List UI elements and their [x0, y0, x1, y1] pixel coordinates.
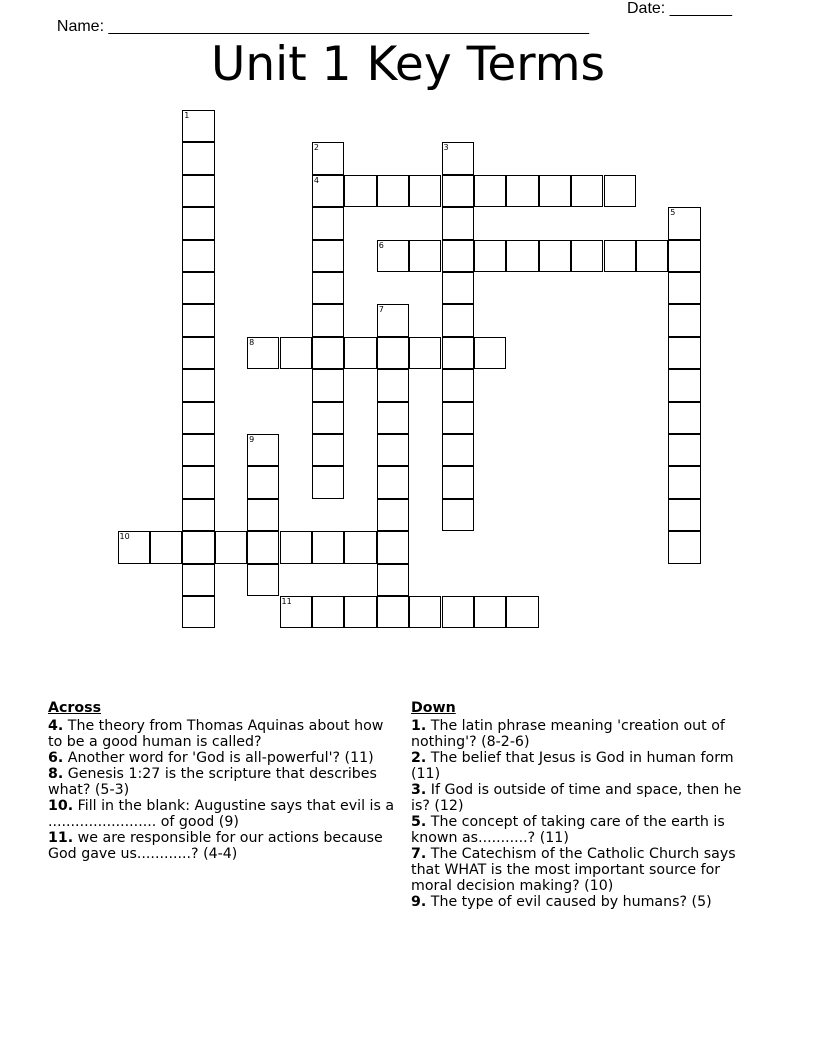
crossword-cell[interactable] [442, 272, 474, 304]
crossword-cell[interactable] [668, 402, 700, 434]
crossword-cell[interactable] [442, 304, 474, 336]
down-clue [411, 814, 761, 846]
crossword-cell[interactable] [604, 240, 636, 272]
crossword-cell[interactable] [636, 240, 668, 272]
crossword-cell[interactable] [442, 466, 474, 498]
crossword-cell[interactable] [182, 369, 214, 401]
clue-number: 1 [184, 111, 190, 120]
crossword-cell[interactable] [539, 175, 571, 207]
clue-number: 2. [411, 750, 427, 766]
crossword-cell[interactable] [280, 596, 312, 628]
crossword-cell[interactable] [442, 596, 474, 628]
crossword-cell[interactable] [118, 531, 150, 563]
crossword-cell[interactable] [182, 531, 214, 563]
name-field-label: Name: ______________________________________________________ [56, 18, 589, 35]
crossword-cell[interactable] [312, 272, 344, 304]
crossword-cell[interactable] [312, 240, 344, 272]
crossword-cell[interactable] [312, 175, 344, 207]
crossword-cell[interactable] [312, 402, 344, 434]
crossword-cell[interactable] [377, 564, 409, 596]
clue-number: 3. [411, 782, 427, 798]
down-clue [411, 718, 761, 750]
crossword-cell[interactable] [442, 240, 474, 272]
crossword-cell[interactable] [442, 337, 474, 369]
crossword-cell[interactable] [668, 434, 700, 466]
clue-number: 10 [119, 532, 130, 542]
crossword-cell[interactable] [182, 272, 214, 304]
crossword-cell[interactable] [182, 304, 214, 336]
clue-number: 8 [249, 337, 255, 347]
page-title: Unit 1 Key Terms [210, 37, 605, 92]
crossword-cell[interactable] [312, 337, 344, 369]
crossword-cell[interactable] [312, 531, 344, 563]
crossword-cell[interactable] [182, 434, 214, 466]
clue-text: The theory from Thomas Aquinas about how to be a good human is called? [48, 718, 384, 750]
clue-number: 11 [281, 597, 292, 606]
clue-number: 10. [48, 798, 74, 814]
clue-text: we are responsible for our actions because God gave us............? (4-4) [48, 830, 383, 862]
crossword-cell[interactable] [571, 175, 603, 207]
clue-number: 1. [411, 718, 427, 734]
clue-text: The Catechism of the Catholic Church says that WHAT is the most important source for moral decision making? (10) [411, 846, 736, 894]
crossword-cell[interactable] [312, 369, 344, 401]
crossword-cell[interactable] [668, 531, 700, 563]
crossword-cell[interactable] [668, 304, 700, 336]
crossword-cell[interactable] [474, 337, 506, 369]
clue-number: 5 [670, 208, 676, 218]
down-clue [411, 894, 761, 910]
clue-text: The type of evil caused by humans? (5) [430, 894, 712, 910]
clue-text: The latin phrase meaning 'creation out of nothing'? (8-2-6) [411, 718, 725, 750]
clue-number: 4 [313, 175, 319, 185]
down-clue [411, 782, 761, 814]
crossword-cell[interactable] [377, 369, 409, 401]
clue-number: 7. [411, 846, 427, 862]
crossword-cell[interactable] [442, 175, 474, 207]
crossword-cell[interactable] [182, 337, 214, 369]
crossword-cell[interactable] [668, 272, 700, 304]
crossword-cell[interactable] [182, 596, 214, 628]
crossword-cell[interactable] [312, 142, 344, 174]
crossword-cell[interactable] [215, 531, 247, 563]
across-clue [48, 830, 398, 862]
clue-number: 6. [48, 750, 64, 766]
crossword-cell[interactable] [442, 369, 474, 401]
crossword-cell[interactable] [668, 499, 700, 531]
crossword-cell[interactable] [377, 596, 409, 628]
crossword-cell[interactable] [474, 596, 506, 628]
clue-number: 2 [313, 143, 319, 153]
across-clue [48, 750, 398, 766]
crossword-cell[interactable] [150, 531, 182, 563]
clue-number: 4. [48, 718, 64, 734]
clue-number: 6 [378, 240, 384, 250]
crossword-cell[interactable] [182, 564, 214, 596]
crossword-cell[interactable] [409, 337, 441, 369]
crossword-cell[interactable] [571, 240, 603, 272]
crossword-cell[interactable] [409, 175, 441, 207]
crossword-cell[interactable] [182, 207, 214, 239]
crossword-cell[interactable] [182, 110, 214, 142]
across-heading: Across [48, 700, 102, 716]
crossword-cell[interactable] [247, 499, 279, 531]
clue-number: 7 [378, 305, 384, 315]
clue-text: If God is outside of time and space, then he is? (12) [411, 782, 742, 814]
crossword-cell[interactable] [344, 596, 376, 628]
crossword-cell[interactable] [182, 466, 214, 498]
down-clue [411, 846, 761, 894]
crossword-cell[interactable] [377, 466, 409, 498]
crossword-cell[interactable] [409, 240, 441, 272]
across-clue [48, 766, 398, 798]
crossword-cell[interactable] [442, 142, 474, 174]
crossword-cell[interactable] [182, 175, 214, 207]
clue-text: Fill in the blank: Augustine says that evil is a ........................ of good (9) [48, 798, 395, 830]
crossword-cell[interactable] [668, 207, 700, 239]
crossword-cell[interactable] [506, 175, 538, 207]
clue-number: 5. [411, 814, 427, 830]
down-clues [411, 700, 761, 910]
clue-text: Genesis 1:27 is the scripture that describes what? (5-3) [48, 766, 377, 798]
clue-number: 9. [411, 894, 427, 910]
crossword-cell[interactable] [506, 596, 538, 628]
crossword-cell[interactable] [377, 434, 409, 466]
crossword-cell[interactable] [377, 499, 409, 531]
clue-text: The concept of taking care of the earth is known as...........? (11) [411, 814, 725, 846]
clue-number: 8. [48, 766, 64, 782]
crossword-cell[interactable] [442, 207, 474, 239]
crossword-cell[interactable] [506, 240, 538, 272]
crossword-cell[interactable] [604, 175, 636, 207]
crossword-cell[interactable] [247, 531, 279, 563]
crossword-cell[interactable] [409, 596, 441, 628]
crossword-cell[interactable] [377, 304, 409, 336]
crossword-cell[interactable] [539, 240, 571, 272]
crossword-cell[interactable] [182, 499, 214, 531]
down-clue [411, 750, 761, 782]
clue-number: 3 [443, 143, 449, 153]
down-heading: Down [411, 700, 456, 716]
crossword-cell[interactable] [442, 402, 474, 434]
crossword-cell[interactable] [344, 531, 376, 563]
crossword-cell[interactable] [474, 240, 506, 272]
crossword-cell[interactable] [377, 175, 409, 207]
across-clue [48, 798, 398, 830]
crossword-cell[interactable] [247, 466, 279, 498]
crossword-cell[interactable] [247, 337, 279, 369]
crossword-cell[interactable] [668, 337, 700, 369]
crossword-cell[interactable] [182, 142, 214, 174]
clue-number: 11. [48, 830, 74, 846]
crossword-cell[interactable] [668, 369, 700, 401]
crossword-cell[interactable] [280, 531, 312, 563]
crossword-cell[interactable] [312, 434, 344, 466]
across-clues [48, 700, 398, 862]
clue-text: Another word for 'God is all-powerful'? (11) [67, 750, 374, 766]
crossword-cell[interactable] [377, 402, 409, 434]
crossword-cell[interactable] [344, 175, 376, 207]
crossword-cell[interactable] [247, 434, 279, 466]
clue-text: The belief that Jesus is God in human form (11) [411, 750, 734, 782]
crossword-cell[interactable] [377, 337, 409, 369]
crossword-cell[interactable] [377, 531, 409, 563]
crossword-cell[interactable] [312, 466, 344, 498]
crossword-cell[interactable] [442, 434, 474, 466]
crossword-cell[interactable] [442, 499, 474, 531]
crossword-cell[interactable] [280, 337, 312, 369]
crossword-cell[interactable] [377, 240, 409, 272]
crossword-cell[interactable] [247, 564, 279, 596]
across-clue [48, 718, 398, 750]
crossword-cell[interactable] [312, 207, 344, 239]
crossword-cell[interactable] [312, 596, 344, 628]
crossword-cell[interactable] [312, 304, 344, 336]
crossword-cell[interactable] [474, 175, 506, 207]
clue-number: 9 [249, 435, 255, 444]
crossword-cell[interactable] [182, 240, 214, 272]
crossword-cell[interactable] [344, 337, 376, 369]
crossword-cell[interactable] [668, 240, 700, 272]
date-field-label: Date: _______ [627, 0, 732, 17]
crossword-cell[interactable] [668, 466, 700, 498]
crossword-cell[interactable] [182, 402, 214, 434]
